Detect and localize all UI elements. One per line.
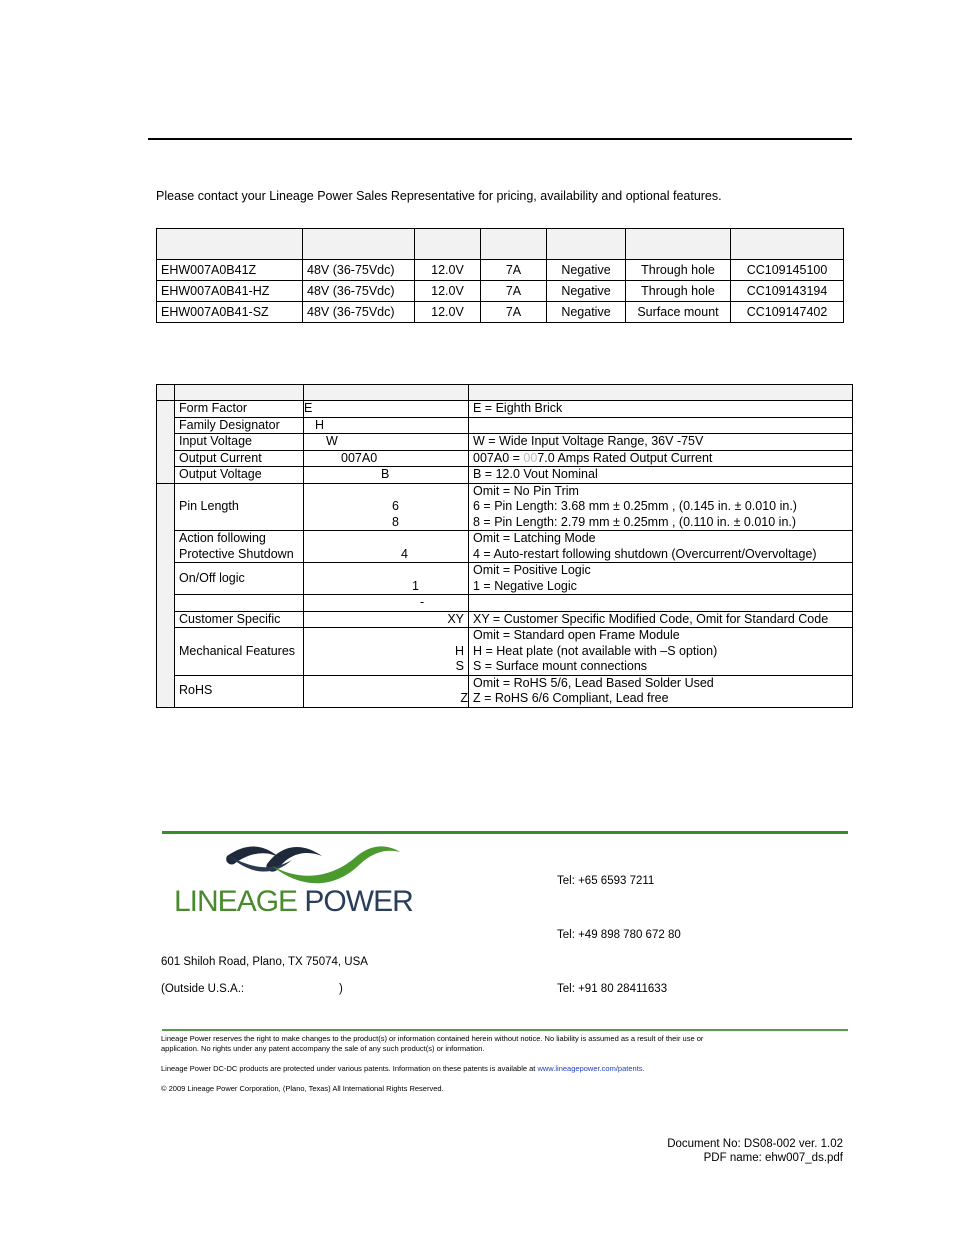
row-code: XY <box>304 611 469 628</box>
table-cell: Through hole <box>626 281 731 302</box>
row-desc: Omit = Positive Logic 1 = Negative Logic <box>469 563 853 595</box>
row-code: E <box>304 401 469 418</box>
outside-usa-close: ) <box>339 983 343 995</box>
row-desc: XY = Customer Specific Modified Code, Omit for Standard Code <box>469 611 853 628</box>
row-code: 6 8 <box>304 483 469 531</box>
table-cell: EHW007A0B41-HZ <box>157 281 303 302</box>
table-row <box>157 450 853 467</box>
row-code: H S <box>304 628 469 676</box>
row-name: Input Voltage <box>175 434 304 451</box>
row-name: Family Designator <box>175 417 304 434</box>
table-cell: 48V (36-75Vdc) <box>303 302 415 323</box>
row-code: 4 <box>304 531 469 563</box>
table-cell: CC109145100 <box>731 260 844 281</box>
row-desc: 007A0 = 007.0 Amps Rated Output Current <box>469 450 853 467</box>
row-desc: Omit = Standard open Frame Module H = Heat plate (not available with –S option) S = Surface mount connections <box>469 628 853 676</box>
row-code: B <box>304 467 469 484</box>
row-code: W <box>304 434 469 451</box>
table-cell: EHW007A0B41Z <box>157 260 303 281</box>
row-desc <box>469 417 853 434</box>
table-cell: 7A <box>481 302 547 323</box>
table-row <box>157 531 853 563</box>
table-cell: Surface mount <box>626 302 731 323</box>
ordering-table-header <box>157 229 844 260</box>
table-cell: Negative <box>547 281 626 302</box>
patents-link[interactable]: www.lineagepower.com/patents. <box>537 1064 645 1073</box>
table-cell: Negative <box>547 302 626 323</box>
ordering-table <box>156 228 844 323</box>
table-row <box>157 595 853 612</box>
row-desc: Omit = RoHS 5/6, Lead Based Solder Used Z = RoHS 6/6 Compliant, Lead free <box>469 675 853 707</box>
part-number-table <box>156 384 853 708</box>
footer-rule <box>162 831 848 834</box>
row-code: 1 <box>304 563 469 595</box>
table-cell: 12.0V <box>415 260 481 281</box>
pdf-name: PDF name: ehw007_ds.pdf <box>703 1152 843 1164</box>
tel-europe: Tel: +49 898 780 672 80 <box>557 929 681 941</box>
logo-wordmark: LINEAGE POWER <box>174 885 413 918</box>
table-cell: 48V (36-75Vdc) <box>303 281 415 302</box>
table-row <box>157 628 853 676</box>
outside-usa: (Outside U.S.A.: <box>161 983 245 995</box>
table-cell: Through hole <box>626 260 731 281</box>
table-row <box>157 302 844 323</box>
table-cell: 48V (36-75Vdc) <box>303 260 415 281</box>
row-desc: E = Eighth Brick <box>469 401 853 418</box>
table-row <box>157 483 853 531</box>
address: 601 Shiloh Road, Plano, TX 75074, USA <box>161 956 368 968</box>
top-rule <box>148 138 852 140</box>
row-code: H <box>304 417 469 434</box>
table-cell: CC109147402 <box>731 302 844 323</box>
disclaimer-line-2: application. No rights under any patent accompany the sale of any such product(s) or information. <box>161 1044 485 1053</box>
row-desc: B = 12.0 Vout Nominal <box>469 467 853 484</box>
table-cell: EHW007A0B41-SZ <box>157 302 303 323</box>
table-cell: CC109143194 <box>731 281 844 302</box>
table-cell: 12.0V <box>415 302 481 323</box>
table-row <box>157 467 853 484</box>
row-name: Action following Protective Shutdown <box>175 531 304 563</box>
table-cell: 12.0V <box>415 281 481 302</box>
footer-rule-2 <box>162 1029 848 1031</box>
table-cell: 7A <box>481 281 547 302</box>
copyright: © 2009 Lineage Power Corporation, (Plano, Texas) All International Rights Reserved. <box>161 1084 444 1093</box>
row-name: Output Current <box>175 450 304 467</box>
row-name: On/Off logic <box>175 563 304 595</box>
patents-note: Lineage Power DC-DC products are protected under various patents. Information on these patents is available at www.lineagepower.com/patents. <box>161 1064 645 1073</box>
table-cell: 7A <box>481 260 547 281</box>
row-name: Customer Specific <box>175 611 304 628</box>
tel-asia: Tel: +65 6593 7211 <box>557 875 655 887</box>
row-code: - <box>304 595 469 612</box>
row-desc: Omit = No Pin Trim 6 = Pin Length: 3.68 mm ± 0.25mm , (0.145 in. ± 0.010 in.) 8 = Pin Length: 2.79 mm ± 0.25mm , (0.110 in. ± 0.010 in.) <box>469 483 853 531</box>
row-desc: W = Wide Input Voltage Range, 36V -75V <box>469 434 853 451</box>
row-name: RoHS <box>175 675 304 707</box>
document-info <box>667 1137 843 1165</box>
row-code: Z <box>304 675 469 707</box>
row-code: 007A0 <box>304 450 469 467</box>
row-name: Output Voltage <box>175 467 304 484</box>
table-row <box>157 417 853 434</box>
row-name: Mechanical Features <box>175 628 304 676</box>
row-name: Pin Length <box>175 483 304 531</box>
tel-india: Tel: +91 80 28411633 <box>557 983 668 995</box>
table-row <box>157 563 853 595</box>
table-row <box>157 675 853 707</box>
table-row <box>157 434 853 451</box>
row-desc: Omit = Latching Mode 4 = Auto-restart following shutdown (Overcurrent/Overvoltage) <box>469 531 853 563</box>
intro-text: Please contact your Lineage Power Sales Representative for pricing, availability and optional features. <box>156 189 722 203</box>
part-table-header <box>157 385 853 401</box>
disclaimer-line-1: Lineage Power reserves the right to make changes to the product(s) or information contained herein without notice. No liability is assumed as a result of their use or <box>161 1034 704 1043</box>
table-row <box>157 611 853 628</box>
document-number: Document No: DS08-002 ver. 1.02 <box>667 1138 843 1150</box>
table-row <box>157 401 853 418</box>
row-name: Form Factor <box>175 401 304 418</box>
table-row <box>157 281 844 302</box>
table-row <box>157 260 844 281</box>
table-cell: Negative <box>547 260 626 281</box>
